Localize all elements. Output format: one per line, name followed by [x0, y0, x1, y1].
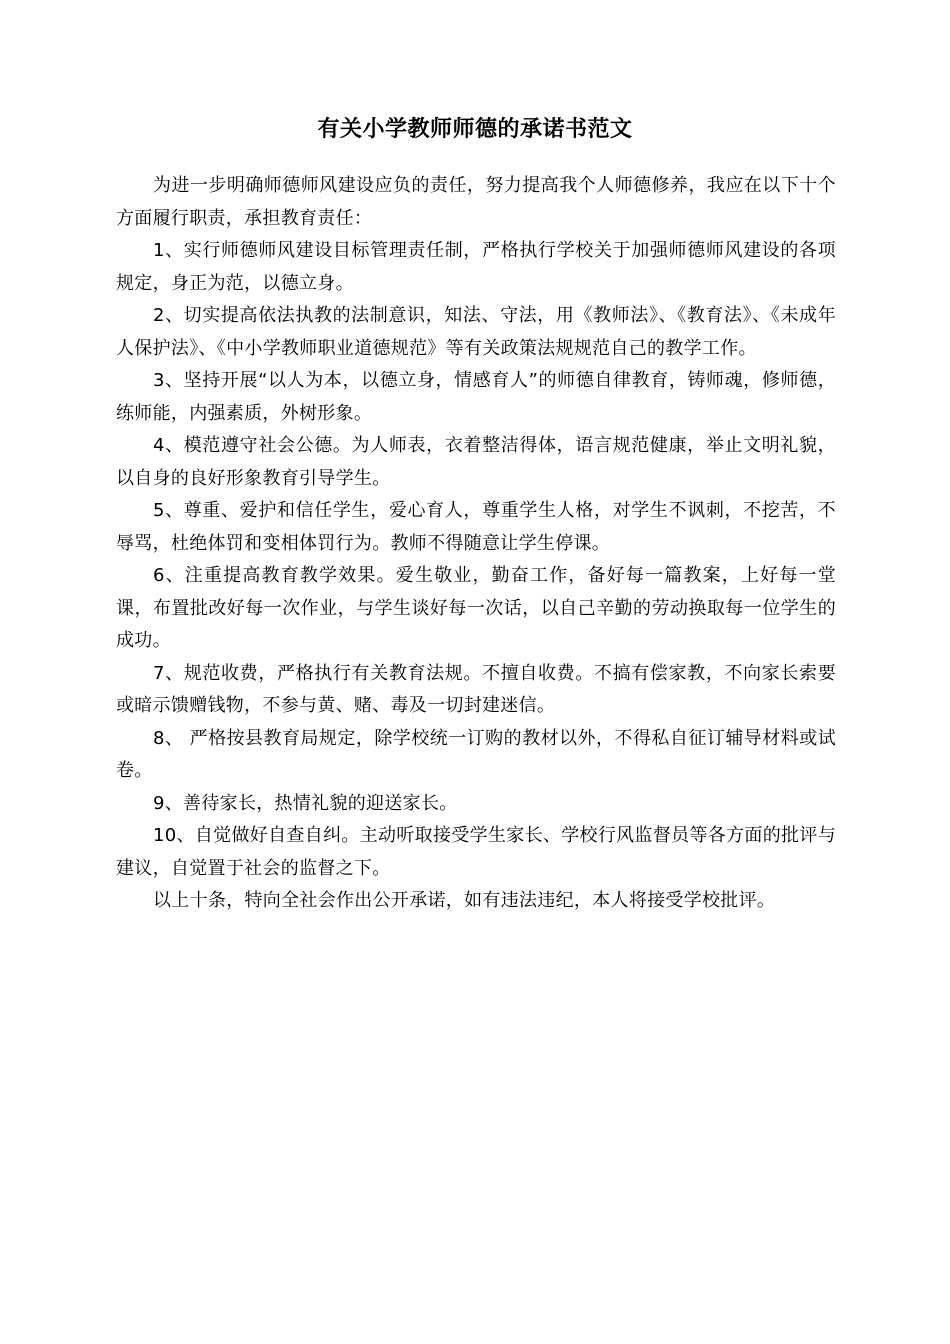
document-body [116, 170, 836, 918]
commitment-item-5: 5、尊重、爱护和信任学生，爱心育人，尊重学生人格，对学生不讽刺，不挖苦，不辱骂，杜绝体罚和变相体罚行为。教师不得随意让学生停课。 [116, 500, 836, 554]
intro-paragraph: 为进一步明确师德师风建设应负的责任，努力提高我个人师德修养，我应在以下十个方面履行职责，承担教育责任： [116, 175, 836, 229]
commitment-item-9: 9、善待家长，热情礼貌的迎送家长。 [153, 792, 458, 814]
commitment-item-10: 10、自觉做好自查自纠。主动听取接受学生家长、学校行风监督员等各方面的批评与建议，自觉置于社会的监督之下。 [116, 825, 836, 879]
commitment-item-7: 7、规范收费，严格执行有关教育法规。不擅自收费。不搞有偿家教，不向家长索要或暗示馈赠钱物，不参与黄、赌、毒及一切封建迷信。 [116, 662, 836, 716]
closing-paragraph: 以上十条，特向全社会作出公开承诺，如有违法违纪，本人将接受学校批评。 [153, 890, 776, 911]
commitment-item-8: 8、 严格按县教育局规定，除学校统一订购的教材以外，不得私自征订辅导材料或试卷。 [116, 727, 836, 781]
commitment-item-2: 2、切实提高依法执教的法制意识，知法、守法，用《教师法》、《教育法》、《未成年人保护法》、《中小学教师职业道德规范》等有关政策法规规范自己的教学工作。 [116, 305, 836, 359]
commitment-item-4: 4、模范遵守社会公德。为人师表，衣着整洁得体，语言规范健康，举止文明礼貌，以自身的良好形象教育引导学生。 [116, 435, 836, 489]
commitment-item-1: 1、实行师德师风建设目标管理责任制，严格执行学校关于加强师德师风建设的各项规定，身正为范，以德立身。 [116, 240, 836, 294]
commitment-item-3: 3、坚持开展“以人为本，以德立身，情感育人”的师德自律教育，铸师魂，修师德，练师能，内强素质，外树形象。 [116, 370, 836, 424]
commitment-item-6: 6、注重提高教育教学效果。爱生敬业，勤奋工作，备好每一篇教案，上好每一堂课，布置批改好每一次作业，与学生谈好每一次话，以自己辛勤的劳动换取每一位学生的成功。 [116, 565, 836, 651]
document-title: 有关小学教师师德的承诺书范文 [317, 117, 633, 142]
